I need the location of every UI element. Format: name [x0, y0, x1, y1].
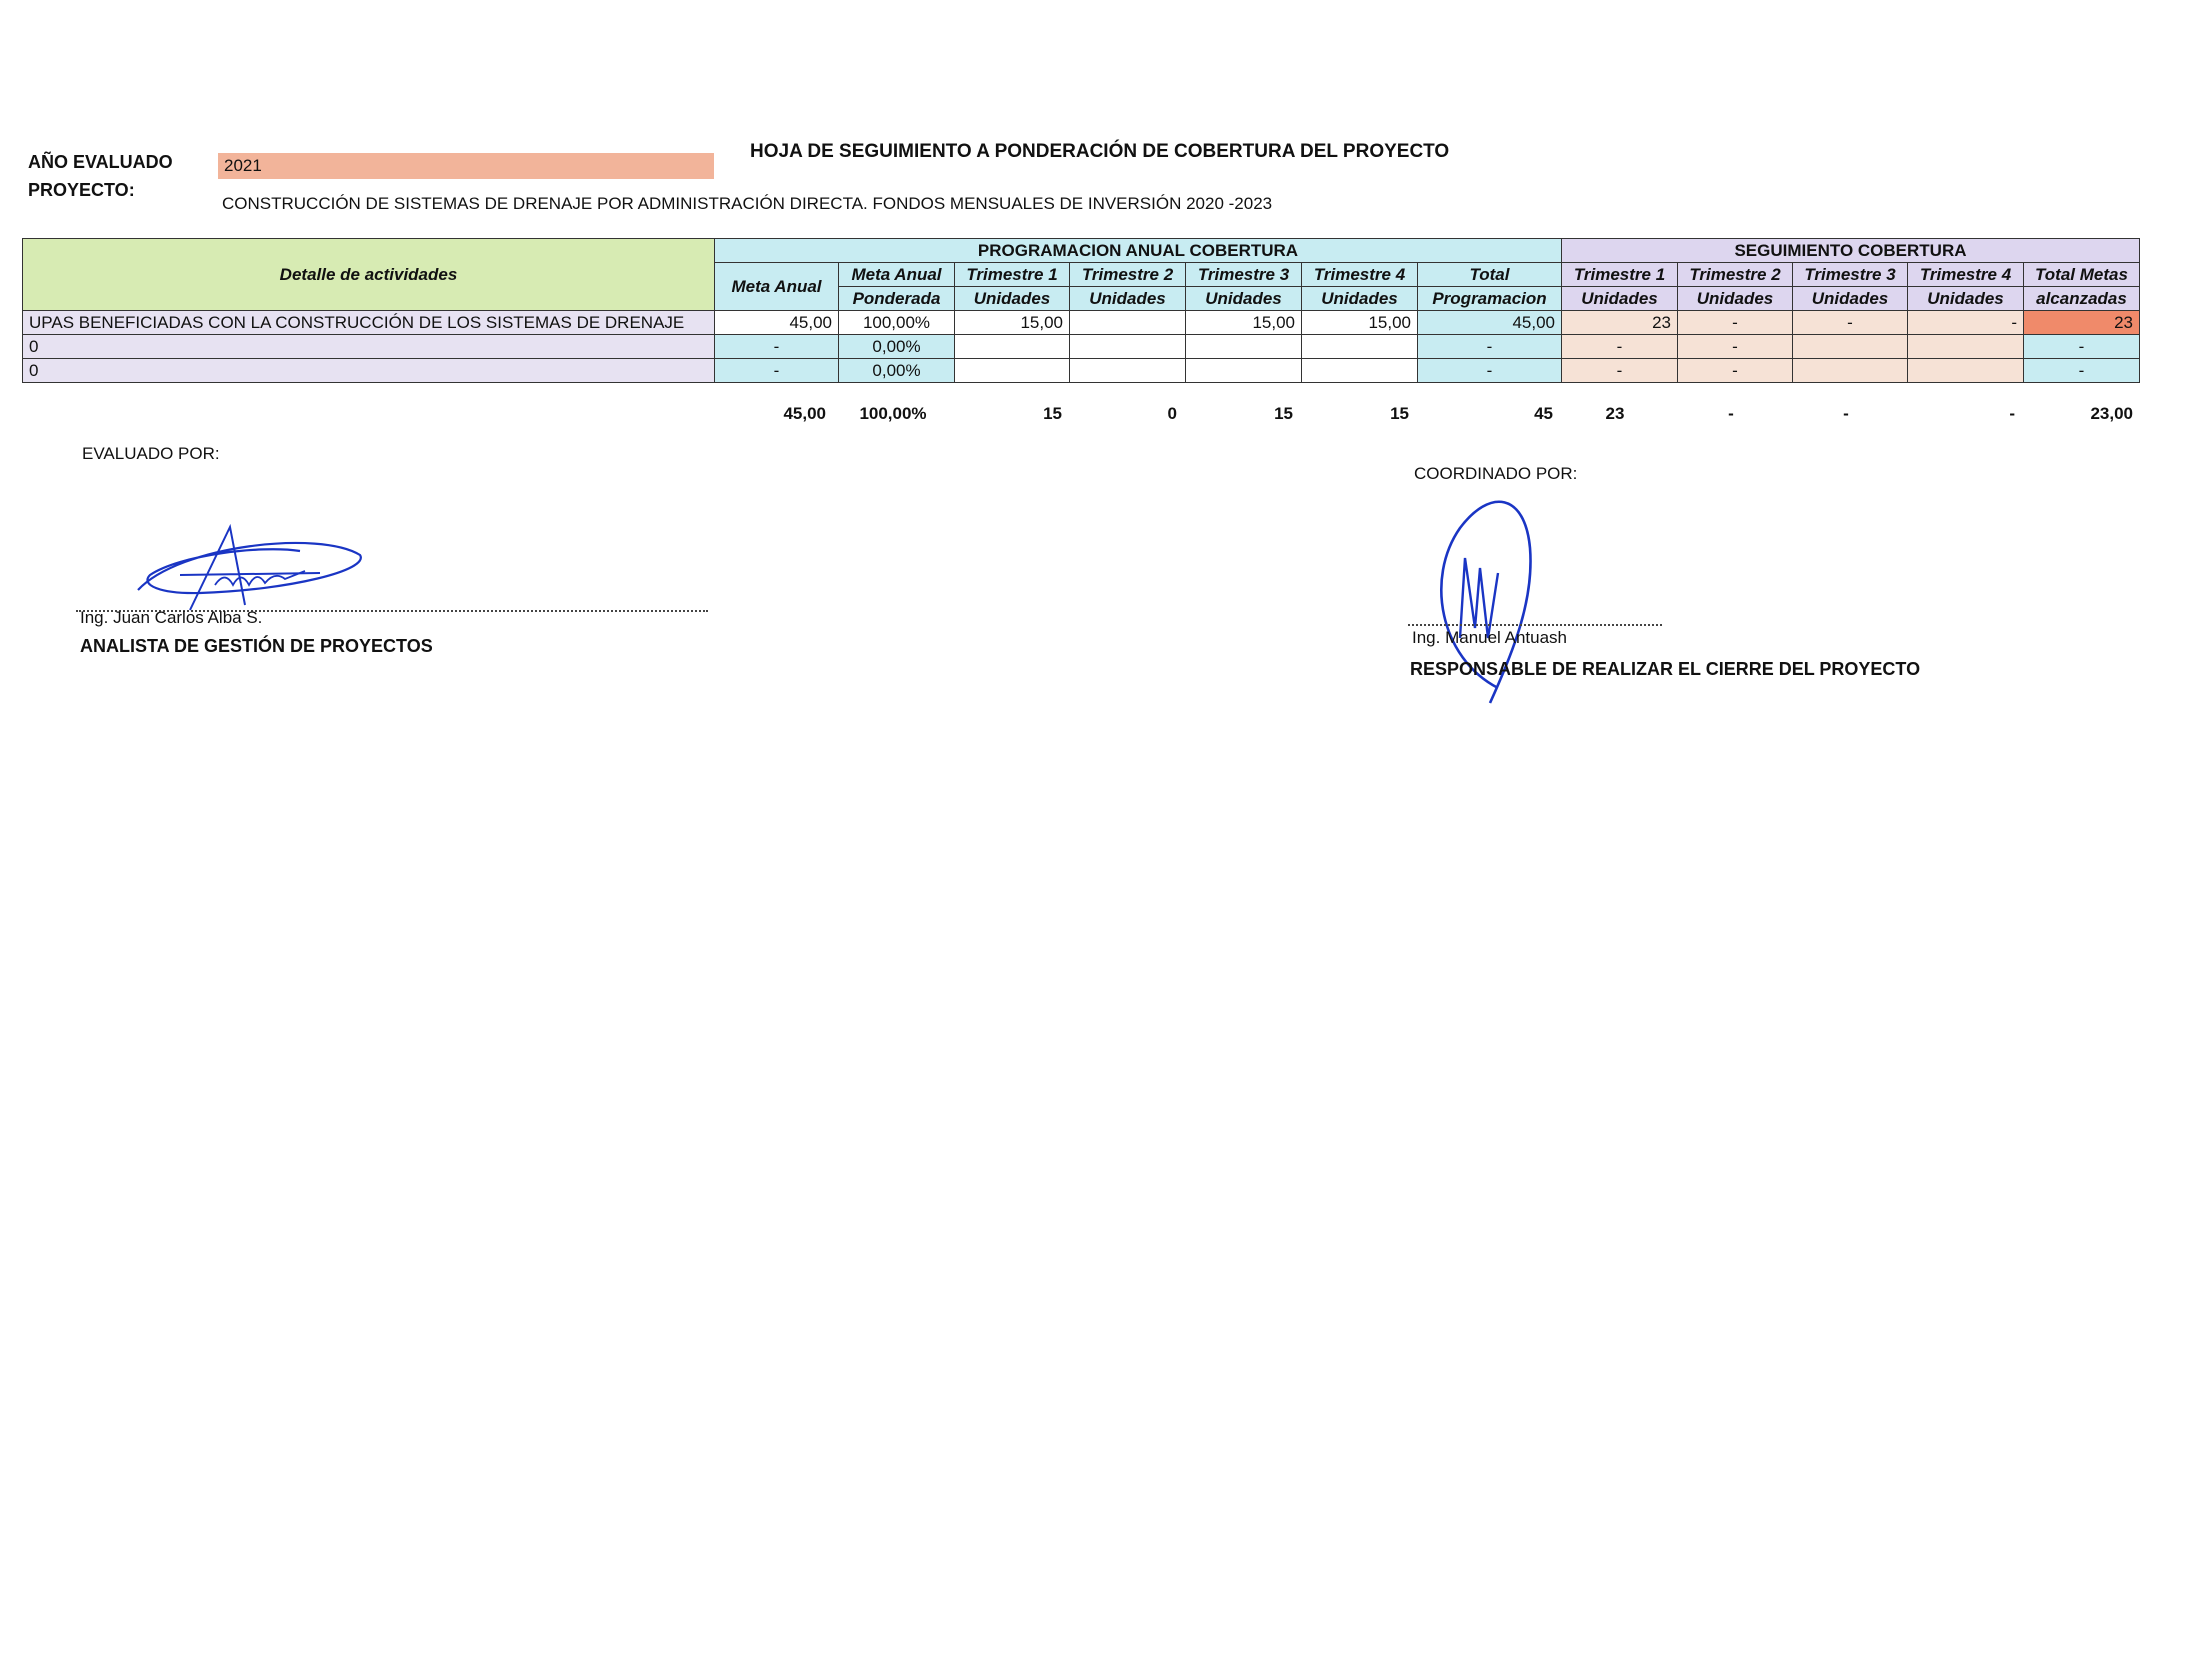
row-total-prog: - — [1418, 359, 1562, 383]
total-meta-pond: 100,00% — [859, 404, 927, 423]
row-prog-t4 — [1302, 359, 1418, 383]
header-row-groups — [23, 239, 2140, 263]
table-row — [23, 311, 2140, 335]
seg-t4-header: Trimestre 4 — [1908, 263, 2024, 287]
row-seg-t1: - — [1562, 359, 1678, 383]
meta-pond-header: Meta Anual — [839, 263, 955, 287]
row-total-prog: 45,00 — [1418, 311, 1562, 335]
table-row — [23, 359, 2140, 383]
row-prog-t1: 15,00 — [955, 311, 1070, 335]
row-prog-t2 — [1070, 335, 1186, 359]
row-detail: 0 — [23, 335, 715, 359]
row-seg-t2: - — [1678, 335, 1793, 359]
total-seg-t3: - — [1843, 404, 1849, 423]
row-seg-t3 — [1793, 359, 1908, 383]
row-prog-t3 — [1186, 359, 1302, 383]
total-prog-t1: 15 — [1043, 404, 1062, 423]
row-prog-t4 — [1302, 335, 1418, 359]
row-prog-t2 — [1070, 311, 1186, 335]
project-label: PROYECTO: — [28, 180, 135, 200]
total-prog-header: Total — [1418, 263, 1562, 287]
row-meta-pond: 0,00% — [839, 335, 955, 359]
row-seg-t1: - — [1562, 335, 1678, 359]
coverage-table — [22, 238, 2140, 383]
row-meta-anual: 45,00 — [715, 311, 839, 335]
prog-t4-header: Trimestre 4 — [1302, 263, 1418, 287]
total-seg-t2: - — [1728, 404, 1734, 423]
seg-t1-unit: Unidades — [1562, 287, 1678, 311]
totals-row — [714, 404, 2177, 428]
row-meta-anual: - — [715, 359, 839, 383]
row-seg-t1: 23 — [1562, 311, 1678, 335]
project-value: CONSTRUCCIÓN DE SISTEMAS DE DRENAJE POR ADMINISTRACIÓN DIRECTA. FONDOS MENSUALES DE INVERSIÓN 2020 -2023 — [222, 194, 1273, 213]
coordinated-role: RESPONSABLE DE REALIZAR EL CIERRE DEL PROYECTO — [1410, 659, 1921, 679]
row-seg-t3 — [1793, 335, 1908, 359]
programacion-header: PROGRAMACION ANUAL COBERTURA — [715, 239, 1562, 263]
coordinator-signature — [1420, 488, 1540, 718]
seg-t3-unit: Unidades — [1793, 287, 1908, 311]
seguimiento-header: SEGUIMIENTO COBERTURA — [1562, 239, 2140, 263]
row-detail: 0 — [23, 359, 715, 383]
row-seg-t4: - — [1908, 311, 2024, 335]
row-meta-anual: - — [715, 335, 839, 359]
row-prog-t1 — [955, 335, 1070, 359]
prog-t1-header: Trimestre 1 — [955, 263, 1070, 287]
page-title: HOJA DE SEGUIMIENTO A PONDERACIÓN DE COBERTURA DEL PROYECTO — [750, 141, 1450, 162]
total-prog-t4: 15 — [1390, 404, 1409, 423]
year-label: AÑO EVALUADO — [28, 152, 173, 172]
row-meta-pond: 100,00% — [839, 311, 955, 335]
meta-pond-header-2: Ponderada — [839, 287, 955, 311]
total-total-prog: 45 — [1534, 404, 1553, 423]
row-seg-t4 — [1908, 335, 2024, 359]
seg-t1-header: Trimestre 1 — [1562, 263, 1678, 287]
row-seg-t4 — [1908, 359, 2024, 383]
total-prog-t3: 15 — [1274, 404, 1293, 423]
total-metas-header-2: alcanzadas — [2024, 287, 2140, 311]
detail-header: Detalle de actividades — [23, 239, 715, 311]
prog-t2-unit: Unidades — [1070, 287, 1186, 311]
row-total-metas: 23 — [2024, 311, 2140, 335]
row-prog-t1 — [955, 359, 1070, 383]
total-seg-t1: 23 — [1605, 404, 1625, 423]
total-seg-t4: - — [2009, 404, 2015, 423]
row-meta-pond: 0,00% — [839, 359, 955, 383]
evaluated-role: ANALISTA DE GESTIÓN DE PROYECTOS — [80, 636, 433, 656]
row-total-metas: - — [2024, 335, 2140, 359]
prog-t3-header: Trimestre 3 — [1186, 263, 1302, 287]
coordinated-label: COORDINADO POR: — [1414, 464, 1578, 483]
table-row — [23, 335, 2140, 359]
row-seg-t2: - — [1678, 359, 1793, 383]
meta-anual-header: Meta Anual — [715, 263, 839, 311]
row-detail: UPAS BENEFICIADAS CON LA CONSTRUCCIÓN DE LOS SISTEMAS DE DRENAJE — [23, 311, 715, 335]
prog-t4-unit: Unidades — [1302, 287, 1418, 311]
evaluated-label: EVALUADO POR: — [82, 444, 220, 463]
seg-t4-unit: Unidades — [1908, 287, 2024, 311]
seg-t2-header: Trimestre 2 — [1678, 263, 1793, 287]
row-seg-t3: - — [1793, 311, 1908, 335]
row-prog-t3: 15,00 — [1186, 311, 1302, 335]
coordinated-name: Ing. Manuel Antuash — [1412, 628, 1568, 647]
row-total-prog: - — [1418, 335, 1562, 359]
row-prog-t2 — [1070, 359, 1186, 383]
seg-t2-unit: Unidades — [1678, 287, 1793, 311]
total-meta-anual: 45,00 — [783, 404, 826, 423]
row-prog-t4: 15,00 — [1302, 311, 1418, 335]
prog-t2-header: Trimestre 2 — [1070, 263, 1186, 287]
prog-t1-unit: Unidades — [955, 287, 1070, 311]
year-value: 2021 — [218, 153, 714, 179]
total-prog-t2: 0 — [1167, 404, 1177, 423]
seg-t3-header: Trimestre 3 — [1793, 263, 1908, 287]
row-total-metas: - — [2024, 359, 2140, 383]
prog-t3-unit: Unidades — [1186, 287, 1302, 311]
total-prog-header-2: Programacion — [1418, 287, 1562, 311]
row-prog-t3 — [1186, 335, 1302, 359]
evaluated-name: Ing. Juan Carlos Alba S. — [80, 608, 263, 627]
row-seg-t2: - — [1678, 311, 1793, 335]
coordinator-signature-line — [1408, 624, 1662, 626]
total-total-metas: 23,00 — [2090, 404, 2133, 423]
total-metas-header: Total Metas — [2024, 263, 2140, 287]
